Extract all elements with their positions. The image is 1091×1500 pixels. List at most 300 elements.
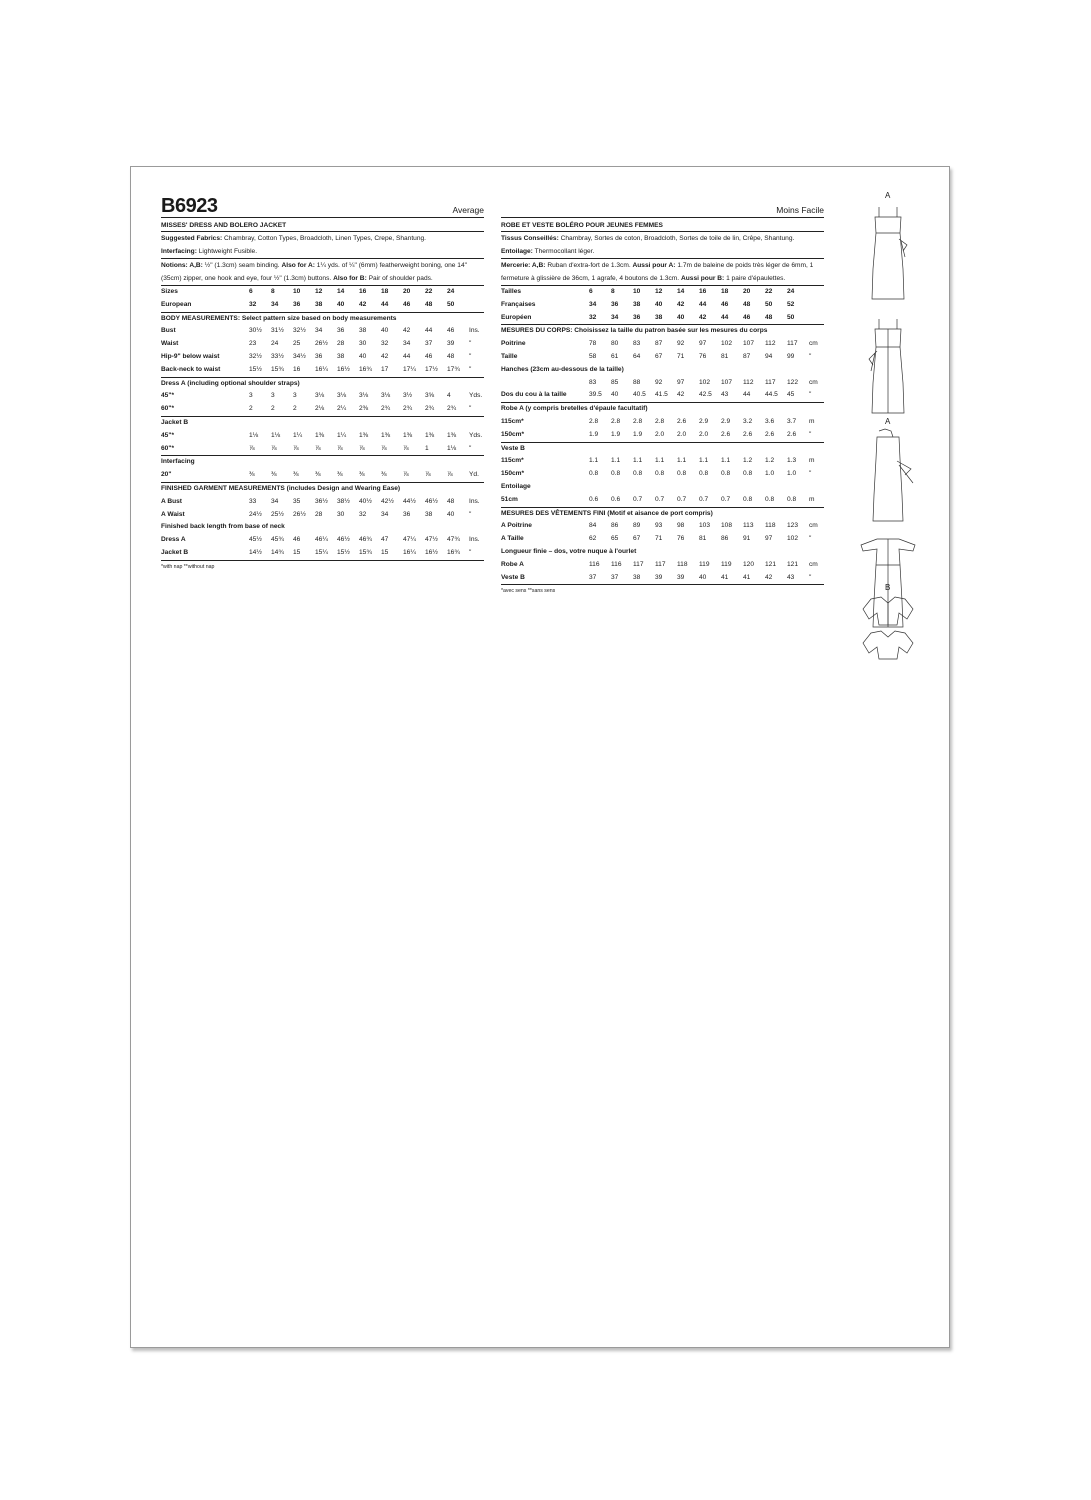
cell-value: 0.7 xyxy=(721,494,743,507)
cell-value: 1⅛ xyxy=(271,431,281,439)
cell-value: 67 xyxy=(655,352,663,360)
cell-value: 15¼ xyxy=(315,547,337,560)
cell-value: 40 xyxy=(447,510,455,518)
cell-value: 25 xyxy=(293,340,301,348)
cell-value: ⅞ xyxy=(359,443,381,456)
cell-value: 2⅛ xyxy=(315,403,337,416)
cell-value: 87 xyxy=(655,340,663,348)
cell-value: 17¼ xyxy=(403,364,425,377)
cell-value: 32½ xyxy=(249,352,262,360)
cell-value: 17 xyxy=(381,364,403,377)
section-title: Jacket B xyxy=(161,418,189,426)
cell-value: 42 xyxy=(381,352,389,360)
cell-value: 2¾ xyxy=(425,403,447,416)
cell-value: 91 xyxy=(743,535,751,543)
cell-value: 0.6 xyxy=(611,494,633,507)
sizes-row-fr xyxy=(501,286,824,299)
size-value: 48 xyxy=(765,312,787,325)
size-value: 42 xyxy=(699,312,721,325)
cell-value: 64 xyxy=(633,352,641,360)
size-value: 38 xyxy=(315,299,337,312)
row-label: Sizes xyxy=(161,288,178,295)
size-value: 52 xyxy=(787,300,795,308)
cell-value: ⅞ xyxy=(381,443,403,456)
cell-value: 2.0 xyxy=(655,429,677,442)
row-label: Dos du cou à la taille xyxy=(501,389,589,402)
size-value: 14 xyxy=(337,288,345,295)
section-title: Veste B xyxy=(501,444,525,452)
cell-value: 43 xyxy=(721,389,743,402)
size-value: 34 xyxy=(271,299,293,312)
section-title: BODY MEASUREMENTS: Select pattern size based on body measurements xyxy=(161,314,397,322)
cell-value: 48 xyxy=(447,497,455,505)
cell-value: 107 xyxy=(743,340,755,348)
cell-value: 86 xyxy=(611,522,619,530)
fabrics-text: Chambray, Cotton Types, Broadcloth, Linen Types, Crepe, Shantung. xyxy=(224,235,427,242)
size-value: 16 xyxy=(359,288,367,295)
section-title: MESURES DES VÊTEMENTS FINI (Motif et aisance de port compris) xyxy=(501,509,713,517)
size-value: 22 xyxy=(425,288,433,295)
interfacing-title-row-fr xyxy=(501,481,824,494)
cell-value: 42 xyxy=(677,389,699,402)
table-row xyxy=(501,494,824,507)
cell-value: 0.8 xyxy=(721,470,731,478)
cell-value: 14½ xyxy=(249,547,271,560)
notions-label-fr: Mercerie: A,B: xyxy=(501,262,546,269)
cell-value: 3.7 xyxy=(787,417,797,425)
unit: " xyxy=(809,535,812,543)
notions-a-text-fr: 1.7m de baleine de poids très léger de 6mm, 1 fermeture à glissière de 36cm, 1 agrafe, 4 boutons de 1.3cm. xyxy=(501,262,814,282)
size-value: 40 xyxy=(655,300,663,308)
cell-value: 1.2 xyxy=(765,457,775,465)
row-label: Hip-9" below waist xyxy=(161,352,220,360)
cell-value: 2¾ xyxy=(381,403,403,416)
cell-value: 1.1 xyxy=(699,457,709,465)
cell-value: 3 xyxy=(293,392,297,400)
cell-value: 0.8 xyxy=(611,470,621,478)
notions-text-fr: Ruban d'extra-fort de 1.3cm. xyxy=(547,262,631,269)
size-value: 20 xyxy=(743,288,751,295)
body-title-row-fr xyxy=(501,325,824,338)
row-label xyxy=(501,377,589,390)
cell-value: 44 xyxy=(425,327,433,335)
size-value: 48 xyxy=(743,300,751,308)
row-label: 150cm* xyxy=(501,429,589,442)
cell-value: 36 xyxy=(337,327,345,335)
size-value: 16 xyxy=(699,288,707,295)
cell-value: 0.7 xyxy=(655,494,677,507)
cell-value: 1.9 xyxy=(611,429,633,442)
cell-value: 102 xyxy=(721,340,733,348)
cell-value: 113 xyxy=(743,522,754,530)
cell-value: 33 xyxy=(249,497,257,505)
fabrics-label: Suggested Fabrics: xyxy=(161,235,223,242)
cell-value: 71 xyxy=(677,352,685,360)
cell-value: 92 xyxy=(677,340,685,348)
size-value: 24 xyxy=(447,288,455,295)
cell-value: 38 xyxy=(633,572,655,585)
cell-value: 121 xyxy=(787,560,799,568)
cell-value: 121 xyxy=(765,560,777,568)
cell-value: 16¾ xyxy=(359,364,381,377)
cell-value: 0.8 xyxy=(677,470,687,478)
cell-value: 87 xyxy=(743,352,751,360)
cell-value: 38 xyxy=(337,352,345,360)
cell-value: 16 xyxy=(293,364,315,377)
cell-value: 45¾ xyxy=(271,536,284,544)
row-label: Veste B xyxy=(501,572,589,585)
row-label: 45"* xyxy=(161,431,175,439)
section-title: Longueur finie – dos, votre nuque à l'ourlet xyxy=(501,547,637,555)
cell-value: 41.5 xyxy=(655,389,677,402)
cell-value: 2.8 xyxy=(611,417,621,425)
cell-value: 0.6 xyxy=(589,494,611,507)
cell-value: 32 xyxy=(359,510,367,518)
cell-value: 44 xyxy=(403,352,411,360)
row-label: A Poitrine xyxy=(501,522,532,530)
cell-value: 37 xyxy=(611,572,633,585)
section-title: MESURES DU CORPS: Choisissez la taille du patron basée sur les mesures du corps xyxy=(501,327,768,335)
cell-value: 39 xyxy=(677,572,699,585)
cell-value: 99 xyxy=(787,352,795,360)
table-row xyxy=(161,496,484,509)
difficulty-level: Average xyxy=(452,205,484,215)
row-label: 60"* xyxy=(161,443,249,456)
notions-b-text: Pair of shoulder pads. xyxy=(368,275,433,282)
cell-value: 1.1 xyxy=(633,457,643,465)
unit: m xyxy=(809,457,815,465)
size-value: 32 xyxy=(589,312,611,325)
cell-value: 47¾ xyxy=(447,536,460,544)
cell-value: 42 xyxy=(403,327,411,335)
cell-value: 81 xyxy=(721,352,729,360)
size-value: 6 xyxy=(249,288,253,295)
cell-value: 2 xyxy=(249,403,271,416)
pattern-envelope-back xyxy=(130,166,950,1348)
unit: Ins. xyxy=(469,327,480,335)
cell-value: 3½ xyxy=(403,392,413,400)
cell-value: 0.8 xyxy=(589,470,599,478)
row-label: A Taille xyxy=(501,535,524,543)
cell-value: 1.3 xyxy=(787,457,797,465)
cell-value: 1¼ xyxy=(337,431,347,439)
cell-value: 1.1 xyxy=(655,457,665,465)
jacket-b-drawing xyxy=(853,595,923,675)
cell-value: 0.8 xyxy=(743,494,765,507)
sketch-label-a2: A xyxy=(885,417,891,426)
cell-value: 116 xyxy=(589,560,600,568)
size-value: 10 xyxy=(293,288,301,295)
cell-value: 44.5 xyxy=(765,389,787,402)
cell-value: ⅞ xyxy=(315,443,337,456)
table-row xyxy=(501,389,824,402)
cell-value: 71 xyxy=(655,535,663,543)
cell-value: ⅞ xyxy=(271,443,293,456)
unit: cm xyxy=(809,340,818,348)
cell-value: 1.9 xyxy=(589,429,611,442)
cell-value: 116 xyxy=(611,560,622,568)
cell-value: 39 xyxy=(447,340,455,348)
cell-value: 15¾ xyxy=(271,364,293,377)
section-title: Interfacing xyxy=(161,458,195,466)
cell-value: 3.2 xyxy=(743,417,753,425)
table-row xyxy=(161,534,484,547)
section-title: Finished back length from base of neck xyxy=(161,523,285,531)
cell-value: 3⅛ xyxy=(337,392,347,400)
size-value: 34 xyxy=(589,300,597,308)
cell-value: 93 xyxy=(655,522,663,530)
size-value: 46 xyxy=(743,312,765,325)
unit: " xyxy=(469,510,472,518)
row-label: Taille xyxy=(501,352,518,360)
cell-value: 0.7 xyxy=(699,494,721,507)
cell-value: 86 xyxy=(721,535,729,543)
difficulty-level-fr: Moins Facile xyxy=(776,205,824,215)
footnote-fr: *avec sens **sans sens xyxy=(501,588,556,595)
table-row xyxy=(161,325,484,338)
cell-value: 32 xyxy=(381,340,389,348)
cell-value: 2¾ xyxy=(403,403,425,416)
cell-value: 16½ xyxy=(337,364,359,377)
table-row xyxy=(161,469,484,482)
length-title-row-fr xyxy=(501,546,824,559)
cell-value: 1⅜ xyxy=(425,431,435,439)
cell-value: ⅜ xyxy=(337,469,359,482)
cell-value: 2.8 xyxy=(633,417,643,425)
cell-value: ⅞ xyxy=(293,443,315,456)
cell-value: 117 xyxy=(765,378,776,386)
unit: " xyxy=(469,364,484,377)
cell-value: 40.5 xyxy=(633,389,655,402)
cell-value: 112 xyxy=(765,340,776,348)
cell-value: 44 xyxy=(743,389,765,402)
section-title: Robe A (y compris bretelles d'épaule facultatif) xyxy=(501,405,648,413)
sketch-label-a: A xyxy=(885,191,891,200)
table-row xyxy=(501,377,824,390)
finished-title-row-fr xyxy=(501,507,824,520)
cell-value: 0.8 xyxy=(765,494,787,507)
cell-value: ⅞ xyxy=(249,443,271,456)
cell-value: 2.6 xyxy=(743,429,765,442)
english-measurement-tables xyxy=(161,286,484,561)
row-label: Back-neck to waist xyxy=(161,364,249,377)
cell-value: 97 xyxy=(699,340,707,348)
cell-value: 118 xyxy=(677,560,688,568)
notions-text: ½" (1.3cm) seam binding. xyxy=(204,262,280,269)
cell-value: ⅞ xyxy=(403,469,425,482)
row-label: 60"* xyxy=(161,403,249,416)
jacket-b-title-row xyxy=(161,416,484,429)
unit: " xyxy=(469,547,484,560)
fabrics-text-fr: Chambray, Sortes de coton, Broadcloth, Sortes de toile de lin, Crêpe, Shantung. xyxy=(560,235,795,242)
cell-value: 92 xyxy=(655,378,663,386)
cell-value: 76 xyxy=(677,535,685,543)
size-value: 42 xyxy=(359,299,381,312)
cell-value: 44½ xyxy=(403,497,416,505)
pattern-code: B6923 xyxy=(161,195,218,217)
cell-value: ⅜ xyxy=(271,469,293,482)
cell-value: 1.1 xyxy=(721,457,731,465)
cell-value: 85 xyxy=(611,378,619,386)
cell-value: 33½ xyxy=(271,352,284,360)
size-value: 34 xyxy=(611,312,633,325)
cell-value: 83 xyxy=(589,378,597,386)
cell-value: 24½ xyxy=(249,510,262,518)
notions-b-label: Also for B: xyxy=(333,275,367,282)
cell-value: 40 xyxy=(381,327,389,335)
row-label: Bust xyxy=(161,327,176,335)
size-value: 12 xyxy=(315,288,323,295)
size-value: 42 xyxy=(677,300,685,308)
unit: " xyxy=(809,429,824,442)
cell-value: 117 xyxy=(655,560,666,568)
cell-value: 46½ xyxy=(337,536,350,544)
row-label: European xyxy=(161,299,249,312)
unit: " xyxy=(469,340,472,348)
cell-value: 58 xyxy=(589,352,597,360)
section-title: FINISHED GARMENT MEASUREMENTS (includes Design and Wearing Ease) xyxy=(161,484,401,492)
cell-value: 3 xyxy=(271,392,275,400)
cell-value: 2.9 xyxy=(699,417,709,425)
fabrics-label-fr: Tissus Conseillés: xyxy=(501,235,559,242)
table-row xyxy=(161,403,484,416)
cell-value: 3⅛ xyxy=(359,392,369,400)
cell-value: 15 xyxy=(381,547,403,560)
size-value: 18 xyxy=(721,288,729,295)
cell-value: 46 xyxy=(293,536,301,544)
cell-value: 97 xyxy=(677,378,685,386)
cell-value: 28 xyxy=(315,510,323,518)
table-row xyxy=(501,559,824,572)
interfacing-title-row xyxy=(161,456,484,469)
size-value: 38 xyxy=(655,312,677,325)
cell-value: 1⅜ xyxy=(315,431,325,439)
unit: cm xyxy=(809,378,818,386)
table-row xyxy=(501,338,824,351)
cell-value: 46½ xyxy=(425,497,438,505)
european-row-fr xyxy=(501,312,824,325)
cell-value: 47¼ xyxy=(403,536,416,544)
body-title-row xyxy=(161,312,484,325)
european-row xyxy=(161,299,484,312)
size-value: 38 xyxy=(633,300,641,308)
size-value: 46 xyxy=(403,299,425,312)
cell-value: 16¼ xyxy=(403,547,425,560)
cell-value: 2.6 xyxy=(787,429,809,442)
cell-value: 0.8 xyxy=(633,470,643,478)
cell-value: 40 xyxy=(359,352,367,360)
row-label: Poitrine xyxy=(501,340,526,348)
size-value: 36 xyxy=(293,299,315,312)
table-row xyxy=(161,547,484,560)
cell-value: 0.7 xyxy=(677,494,699,507)
table-row xyxy=(161,443,484,456)
cell-value: 46 xyxy=(447,327,455,335)
cell-value: 2 xyxy=(293,403,315,416)
cell-value: 34 xyxy=(381,510,389,518)
cell-value: ⅜ xyxy=(293,469,315,482)
notions-a-text: 1¼ yds. of ¼" (6mm) featherweight boning, one 14" (35cm) zipper, one hook and eye, four ½" (1.3cm) buttons. xyxy=(161,262,467,282)
cell-value: 47½ xyxy=(425,536,438,544)
cell-value: 0.8 xyxy=(787,494,809,507)
size-value: 18 xyxy=(381,288,389,295)
unit: " xyxy=(809,572,824,585)
french-table xyxy=(501,286,824,585)
size-value: 32 xyxy=(249,299,271,312)
cell-value: 1⅜ xyxy=(359,431,369,439)
cell-value: 30 xyxy=(359,340,367,348)
unit: m xyxy=(809,417,815,425)
cell-value: 98 xyxy=(677,522,685,530)
unit: Yds. xyxy=(469,431,483,439)
cell-value: 16½ xyxy=(425,547,447,560)
cell-value: 122 xyxy=(787,378,799,386)
cell-value: 102 xyxy=(787,535,799,543)
table-row xyxy=(501,416,824,429)
cell-value: 43 xyxy=(787,572,809,585)
cell-value: 36 xyxy=(403,510,411,518)
english-column xyxy=(161,195,484,570)
cell-value: 3⅝ xyxy=(425,392,435,400)
cell-value: 1⅜ xyxy=(403,431,413,439)
cell-value: 2¼ xyxy=(337,403,359,416)
table-row xyxy=(161,509,484,522)
unit: " xyxy=(469,352,472,360)
cell-value: 4 xyxy=(447,392,451,400)
cell-value: 26½ xyxy=(315,340,328,348)
cell-value: 67 xyxy=(633,535,641,543)
size-value: 50 xyxy=(787,312,809,325)
unit: " xyxy=(809,352,812,360)
size-value: 12 xyxy=(655,288,663,295)
cell-value: 26½ xyxy=(293,510,306,518)
sizes-row xyxy=(161,286,484,299)
cell-value: 0.7 xyxy=(633,494,655,507)
row-label: 20" xyxy=(161,469,249,482)
cell-value: 3.6 xyxy=(765,417,775,425)
cell-value: 42½ xyxy=(381,497,394,505)
cell-value: 28 xyxy=(337,340,345,348)
size-value: 20 xyxy=(403,288,411,295)
cell-value: 2.6 xyxy=(677,417,687,425)
cell-value: 84 xyxy=(589,522,597,530)
unit: m xyxy=(809,494,824,507)
cell-value: 1.1 xyxy=(611,457,621,465)
cell-value: 46¾ xyxy=(359,536,372,544)
cell-value: 80 xyxy=(611,340,619,348)
cell-value: 62 xyxy=(589,535,597,543)
dress-a-side-drawing xyxy=(873,429,913,521)
cell-value: 30 xyxy=(337,510,345,518)
interfacing-label: Interfacing: xyxy=(161,248,197,255)
notions-b-text-fr: 1 paire d'épaulettes. xyxy=(726,275,786,282)
row-label: Robe A xyxy=(501,560,524,568)
row-label: 115cm* xyxy=(501,417,524,425)
cell-value: 46¼ xyxy=(315,536,328,544)
cell-value: 39 xyxy=(655,572,677,585)
notions-a-label-fr: Aussi pour A: xyxy=(632,262,676,269)
table-row xyxy=(501,351,824,364)
section-title: Dress A (including optional shoulder straps) xyxy=(161,379,300,387)
row-label: Tailles xyxy=(501,288,522,295)
cell-value: 0.8 xyxy=(655,470,665,478)
cell-value: 1.1 xyxy=(589,457,599,465)
size-value: 10 xyxy=(633,288,641,295)
cell-value: 107 xyxy=(721,378,733,386)
size-value: 50 xyxy=(765,300,773,308)
cell-value: 2.8 xyxy=(655,417,665,425)
cell-value: 2.0 xyxy=(699,429,721,442)
